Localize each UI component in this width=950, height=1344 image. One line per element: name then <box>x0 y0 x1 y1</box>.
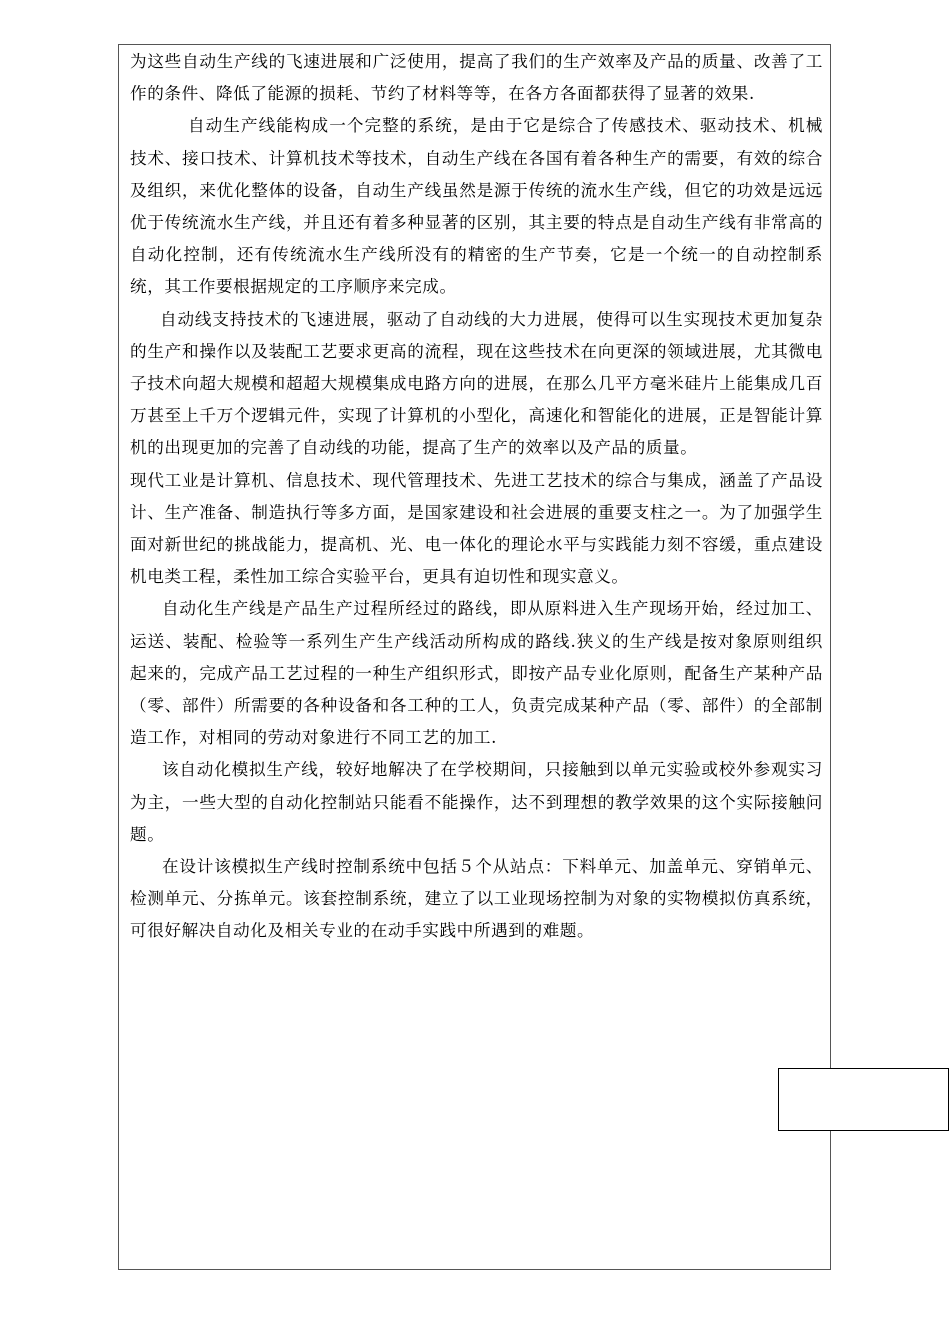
paragraph-3: 自动线支持技术的飞速进展，驱动了自动线的大力进展，使得可以生实现技术更加复杂的生产和操作以及装配工艺要求更高的流程，现在这些技术在向更深的领域进展，尤其微电子技术向超大规模和超超大规模集成电路方向的进展，在那么几平方毫米硅片上能集成几百万甚至上千万个逻辑元件，实现了计算机的小型化，高速化和智能化的进展，正是智能计算机的出现更加的完善了自动线的功能，提高了生产的效率以及产品的质量。 <box>130 309 823 458</box>
paragraph-6: 该自动化模拟生产线，较好地解决了在学校期间，只接触到以单元实验或校外参观实习为主，一些大型的自动化控制站只能看不能操作，达不到理想的教学效果的这个实际接触问题。 <box>130 760 823 844</box>
empty-side-box <box>778 1068 949 1131</box>
paragraph-4: 现代工业是计算机、信息技术、现代管理技术、先进工艺技术的综合与集成，涵盖了产品设计、生产准备、制造执行等多方面，是国家建设和社会进展的重要支柱之一。为了加强学生面对新世纪的挑战能力，提高机、光、电一体化的理论水平与实践能力刻不容缓，重点建设机电类工程，柔性加工综合实验平台，更具有迫切性和现实意义。 <box>130 470 823 587</box>
paragraph-5: 自动化生产线是产品生产过程所经过的路线，即从原料进入生产现场开始，经过加工、运送、装配、检验等一系列生产生产线活动所构成的路线.狭义的生产线是按对象原则组织起来的，完成产品工艺过程的一种生产组织形式，即按产品专业化原则，配备生产某种产品（零、部件）所需要的各种设备和各工种的工人，负责完成某种产品（零、部件）的全部制造工作，对相同的劳动对象进行不同工艺的加工. <box>130 599 823 748</box>
paragraph-2: 自动生产线能构成一个完整的系统，是由于它是综合了传感技术、驱动技术、机械技术、接口技术、计算机技术等技术，自动生产线在各国有着各种生产的需要，有效的综合及组织，来优化整体的设备，自动生产线虽然是源于传统的流水生产线，但它的功效是远远优于传统流水生产线，并且还有着多种显著的区别，其主要的特点是自动生产线有非常高的自动化控制，还有传统流水生产线所没有的精密的生产节奏，它是一个统一的自动控制系统，其工作要根据规定的工序顺序来完成。 <box>130 116 823 297</box>
document-body <box>130 46 823 948</box>
paragraph-1: 为这些自动生产线的飞速进展和广泛使用，提高了我们的生产效率及产品的质量、改善了工作的条件、降低了能源的损耗、节约了材料等等，在各方各面都获得了显著的效果. <box>130 52 823 104</box>
paragraph-7: 在设计该模拟生产线时控制系统中包括５个从站点：下料单元、加盖单元、穿销单元、检测单元、分拣单元。该套控制系统，建立了以工业现场控制为对象的实物模拟仿真系统，可很好解决自动化及相关专业的在动手实践中所遇到的难题。 <box>130 857 823 941</box>
